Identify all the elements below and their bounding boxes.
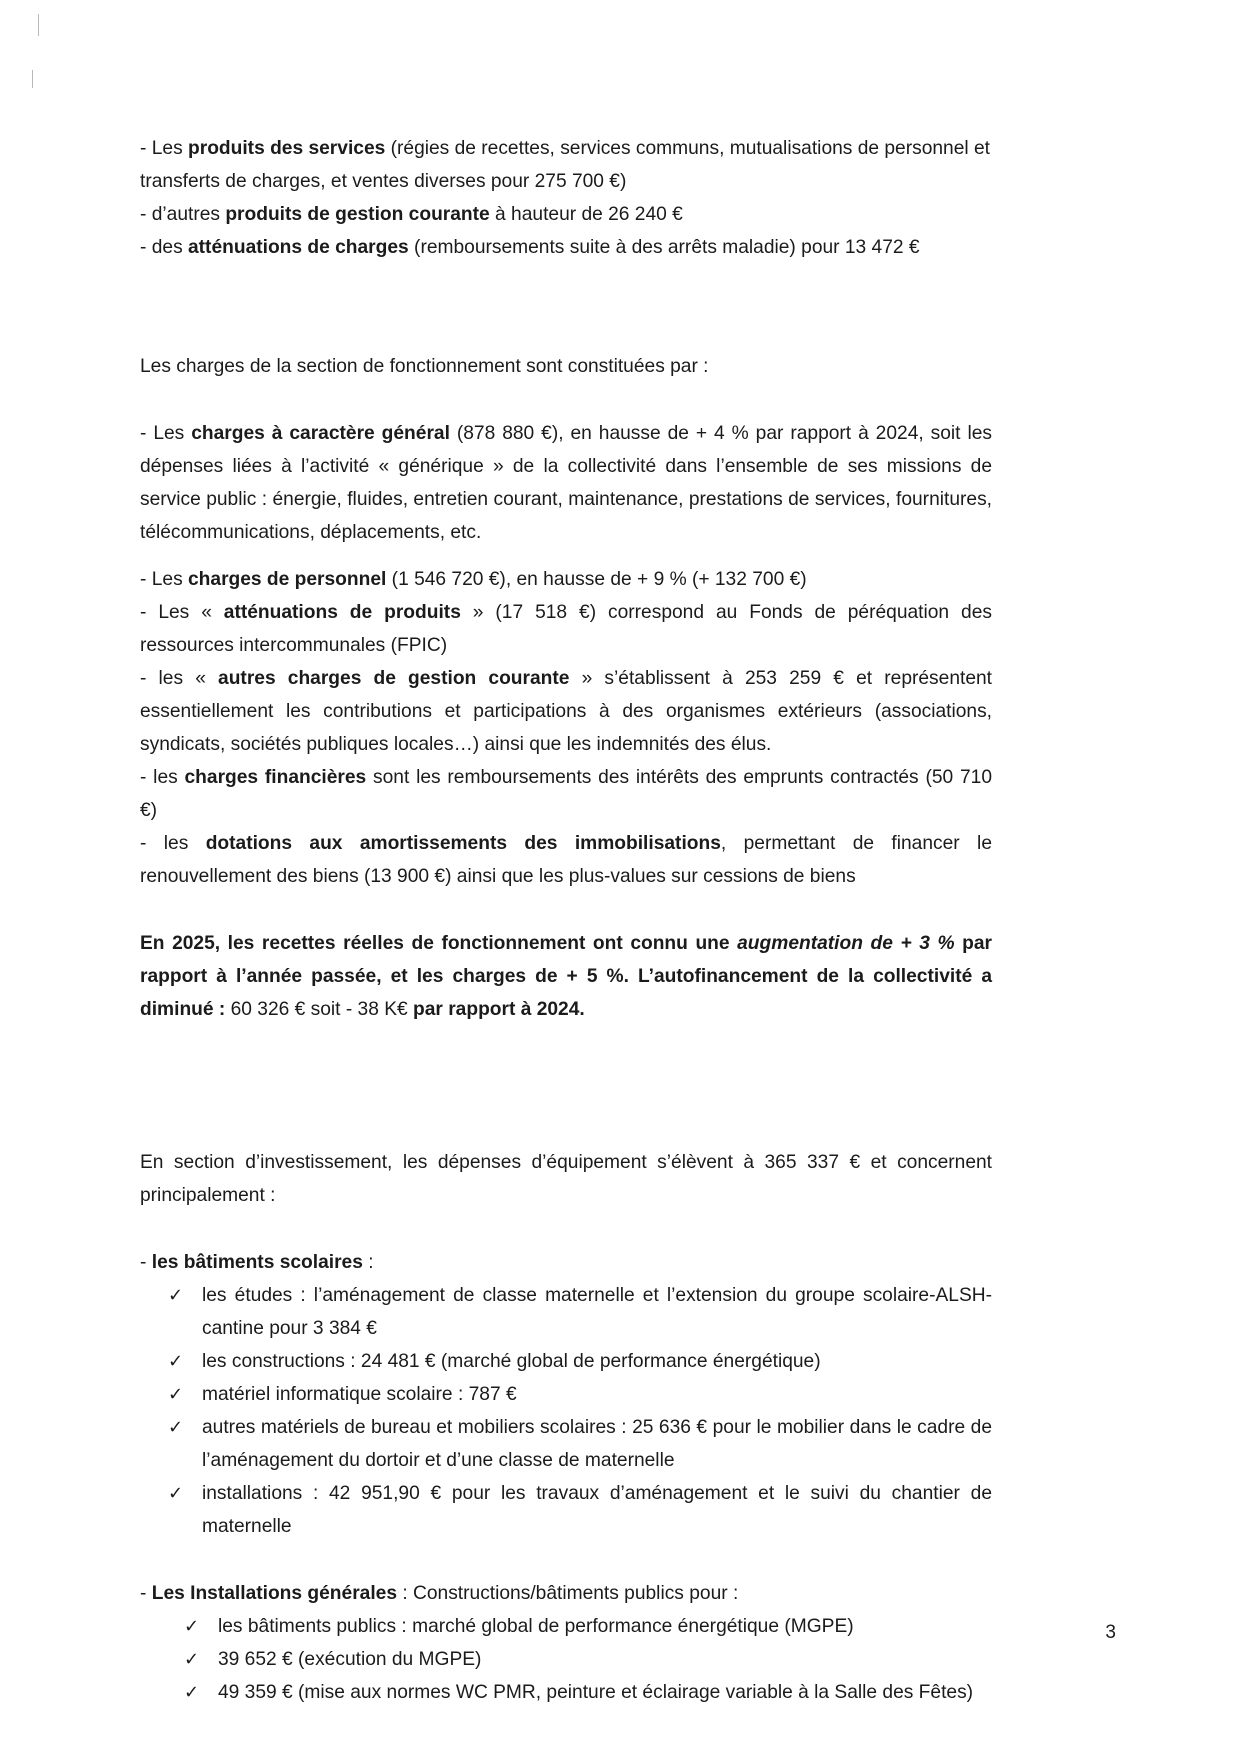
text-bold: produits des services [188,138,386,159]
text-suffix: » (17 518 €) correspond au Fonds de péréquation des ressources intercommunales (FPIC) [140,602,992,656]
text-bold: charges de personnel [188,569,387,590]
list-item [160,1477,992,1543]
text-prefix: - les [140,833,206,854]
text-prefix: - des [140,237,188,258]
list-item [176,1643,992,1676]
charge-item-autres-charges-gestion [140,662,992,761]
charge-item-dotations-amortissements [140,827,992,893]
list-item-label: les constructions : 24 481 € (marché global de performance énergétique) [202,1351,821,1372]
checkmark-icon: ✓ [184,1682,200,1703]
summary-text-lead: En 2025, les recettes réelles de fonctionnement ont connu une [140,933,738,954]
summary-text-italic: augmentation de + 3 % [737,933,955,954]
text-suffix: , permettant de financer le renouvellement des biens (13 900 €) ainsi que les plus-values sur cessions de biens [140,833,992,887]
checkmark-icon: ✓ [184,1616,200,1637]
investment-section-batiments-scolaires-heading [140,1246,992,1279]
checkmark-icon: ✓ [168,1417,184,1438]
charges-intro-paragraph: Les charges de la section de fonctionnement sont constituées par : [140,356,709,377]
text-prefix: - d’autres [140,204,226,225]
spacer [140,893,992,927]
checkmark-icon: ✓ [168,1384,184,1405]
summary-paragraph [140,927,992,1026]
text-suffix: (1 546 720 €), en hausse de + 9 % (+ 132 700 €) [386,569,807,590]
list-item-label: installations : 42 951,90 € pour les travaux d’aménagement et le suivi du chantier de maternelle [202,1483,992,1537]
text-suffix: à hauteur de 26 240 € [489,204,683,225]
list-item-label: matériel informatique scolaire : 787 € [202,1384,517,1405]
list-item [160,1378,992,1411]
list-item-label: autres matériels de bureau et mobiliers scolaires : 25 636 € pour le mobilier dans le cadre de l’aménagement du dortoir et d’une classe de maternelle [202,1417,992,1471]
scan-artifact-mark [38,14,39,36]
text-bold: charges à caractère général [191,423,450,444]
text-suffix: (régies de recettes, services communs, mutualisations de personnel et transferts de charges, et ventes diverses pour 275 700 €) [140,138,990,192]
list-item [160,1411,992,1477]
list-item-label: 49 359 € (mise aux normes WC PMR, peinture et éclairage variable à la Salle des Fêtes) [218,1682,974,1703]
text-prefix: - [140,1583,152,1604]
text-bold: produits de gestion courante [225,204,490,225]
spacer [140,1212,992,1246]
text-suffix: : Constructions/bâtiments publics pour : [397,1583,739,1604]
spacer [140,1112,992,1146]
investment-installations-generales-list [176,1610,992,1709]
page-number: 3 [1105,1622,1116,1643]
text-prefix: - les [140,767,185,788]
list-item-label: 39 652 € (exécution du MGPE) [218,1649,482,1670]
spacer [140,1543,992,1577]
page-content [140,132,992,1709]
spacer [140,264,992,350]
text-suffix: » s’établissent à 253 259 € et représentent essentiellement les contributions et participations à des organismes extérieurs (associations, syndicats, sociétés publiques locales…) ainsi que les indemnités des élus. [140,668,992,755]
charge-item-personnel [140,563,992,596]
text-suffix: sont les remboursements des intérêts des emprunts contractés (50 710 €) [140,767,992,821]
investment-batiments-scolaires-list [160,1279,992,1543]
text-bold: atténuations de charges [188,237,409,258]
summary-text-tail: par rapport à 2024. [407,999,585,1020]
text-bold: autres charges de gestion courante [218,668,570,689]
text-suffix: (remboursements suite à des arrêts maladie) pour 13 472 € [408,237,920,258]
charge-item-attenuations-produits [140,596,992,662]
text-bold: les bâtiments scolaires [151,1252,363,1273]
charge-item-caractere-general [140,417,992,549]
spacer [140,383,992,417]
charge-item-charges-financieres [140,761,992,827]
text-bold: atténuations de produits [223,602,461,623]
text-prefix: - Les « [140,602,224,623]
summary-text-amount: 60 326 € soit - 38 K€ [230,999,408,1020]
checkmark-icon: ✓ [168,1483,184,1504]
text-suffix: : [362,1252,374,1273]
list-item [176,1676,992,1709]
text-prefix: - [140,1252,152,1273]
list-item [160,1279,992,1345]
revenue-item-attenuations-de-charges [140,231,992,264]
list-item [176,1610,992,1643]
text-bold: charges financières [184,767,367,788]
text-prefix: - les « [140,668,219,689]
investment-section-installations-generales-heading [140,1577,992,1610]
spacer [140,1026,992,1112]
text-prefix: - Les [140,569,188,590]
text-suffix: (878 880 €), en hausse de + 4 % par rapport à 2024, soit les dépenses liées à l’activité « générique » de la collectivité dans l’ensemble de ses missions de service public : énergie, fluides, entretien courant, maintenance, prestations de services, fournitures, télécommunications, déplacements, etc. [140,423,992,543]
list-item-label: les bâtiments publics : marché global de performance énergétique (MGPE) [218,1616,854,1637]
spacer [140,549,992,563]
summary-emphasis-wrapper [737,933,954,954]
revenue-item-produits-des-services [140,132,992,198]
summary-text-middle: par rapport à l’année passée, et les charges de + 5 %. L’autofinancement de la collectivité a diminué : [140,933,992,1020]
checkmark-icon: ✓ [184,1649,200,1670]
revenue-item-produits-gestion-courante [140,198,992,231]
list-item-label: les études : l’aménagement de classe maternelle et l’extension du groupe scolaire-ALSH-cantine pour 3 384 € [202,1285,992,1339]
text-prefix: - Les [140,423,192,444]
investment-intro-paragraph: En section d’investissement, les dépenses d’équipement s’élèvent à 365 337 € et concernent principalement : [140,1152,992,1206]
text-bold: dotations aux amortissements des immobilisations [205,833,721,854]
scan-artifact-mark [32,70,33,88]
text-bold: Les Installations générales [151,1583,398,1604]
checkmark-icon: ✓ [168,1351,184,1372]
text-prefix: - Les [140,138,188,159]
checkmark-icon: ✓ [168,1285,184,1306]
list-item [160,1345,992,1378]
